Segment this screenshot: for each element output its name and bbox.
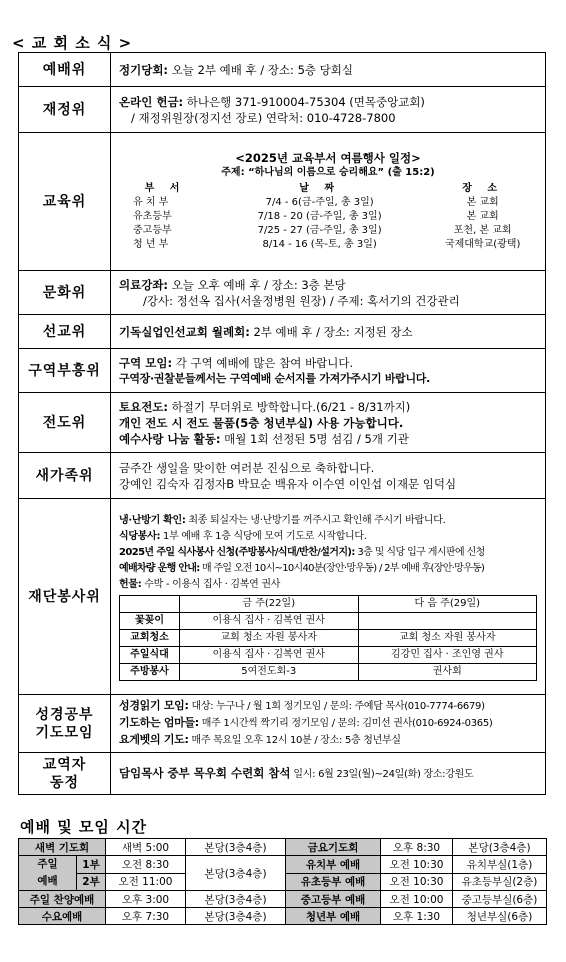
body-text: 매월 1회 선정된 5명 섬김 / 5개 기관 <box>220 431 409 446</box>
news-content <box>111 499 546 695</box>
worship-place: 본당(3층4층) <box>186 891 286 908</box>
news-content <box>111 133 546 271</box>
news-section-title: < 교 회 소 식 > <box>12 34 133 52</box>
news-row-family <box>19 453 546 499</box>
worship-place: 본당(3층4층) <box>453 839 547 856</box>
schedule-row <box>119 210 537 224</box>
news-row-worship <box>19 53 546 87</box>
worship-row <box>19 908 547 925</box>
duty-cell: 김강민 집사 · 조인영 권사 <box>358 646 537 663</box>
schedule-row <box>119 224 537 238</box>
worship-label: 유초등부 예배 <box>286 873 381 891</box>
duty-cell: 이용식 집사 · 김복연 권사 <box>180 612 359 629</box>
body-text: 하나은행 371-910004-75304 (면목중앙교회) <box>183 94 425 109</box>
body-text: 금주간 생일을 맞이한 여러분 진심으로 축하합니다. <box>119 460 375 475</box>
worship-place: 본당(3층4층) <box>186 908 286 925</box>
cell: 8/14 - 16 (목-토, 총 3일) <box>262 239 377 250</box>
worship-label: 주일 예배 <box>19 856 77 891</box>
news-content <box>111 87 546 133</box>
duty-cell: 5여전도회-3 <box>180 663 359 680</box>
body-text: 각 구역 예배에 많은 참여 바랍니다. <box>172 355 354 370</box>
body-text: 2부 예배 후 / 장소: 지정된 장소 <box>249 324 413 339</box>
worship-row <box>19 839 547 856</box>
worship-time: 오전 8:30 <box>106 856 186 874</box>
duty-label: 주일식대 <box>120 646 180 663</box>
schedule-row <box>119 196 537 210</box>
lead-text: 의료강좌: <box>119 277 169 292</box>
worship-label: 새벽 기도회 <box>19 839 106 856</box>
dept-label: 교역자 동정 <box>19 753 111 795</box>
cell: 청 년 부 <box>133 239 169 250</box>
worship-time: 오전 10:30 <box>381 873 453 891</box>
news-row-bible <box>19 695 546 753</box>
cell: 유 치 부 <box>133 197 169 208</box>
lead-text: 냉·난방기 확인: <box>119 514 186 526</box>
dept-label: 예배위 <box>19 53 111 87</box>
worship-time: 오전 11:00 <box>106 873 186 891</box>
church-news-table <box>18 52 546 795</box>
lead-text: 담임목사 중부 목우회 수련회 참석 <box>119 765 291 780</box>
worship-place: 본당(3층4층) <box>186 839 286 856</box>
body-text: 매주 목요일 오후 12시 10분 / 장소: 5층 청년부실 <box>188 735 401 746</box>
body-text: / 재정위원장(정지선 장로) 연락처: 010-4728-7800 <box>131 110 396 125</box>
schedule-theme: 주제: “하나님의 이름으로 승리해요” (출 15:2) <box>221 167 435 178</box>
cell: 7/18 - 20 (금-주일, 총 3일) <box>257 211 382 222</box>
worship-times-table <box>18 838 547 925</box>
duty-header-next-week: 다 음 주(29일) <box>358 595 537 612</box>
duty-label: 교회청소 <box>120 629 180 646</box>
cell: 포천, 본 교회 <box>453 225 512 236</box>
news-row-culture <box>19 271 546 315</box>
duty-row <box>120 663 537 680</box>
body-text: 최종 퇴실자는 냉·난방기를 꺼주시고 확인해 주시기 바랍니다. <box>185 514 446 526</box>
duty-row <box>120 646 537 663</box>
schedule-heading: <2025년 교육부서 여름행사 일정> <box>235 151 421 165</box>
news-content <box>111 315 546 349</box>
lead-text: 정기당회: <box>119 62 169 77</box>
news-row-district <box>19 349 546 393</box>
duty-cell: 교회 청소 자원 봉사자 <box>358 629 537 646</box>
worship-place: 청년부실(6층) <box>453 908 547 925</box>
worship-section-title: 예배 및 모임 시간 <box>20 818 148 836</box>
duty-cell: 이용식 집사 · 김복연 권사 <box>180 646 359 663</box>
worship-label: 주일 찬양예배 <box>19 891 106 908</box>
lead-text: 예수사랑 나눔 활동: <box>119 431 221 446</box>
worship-time: 오후 1:30 <box>381 908 453 925</box>
cell: 본 교회 <box>466 197 499 208</box>
cell: 국제대학교(광택) <box>444 239 521 250</box>
news-row-education <box>19 133 546 271</box>
lead-text: 기독실업인선교회 월례회: <box>119 324 250 339</box>
dept-label: 재정위 <box>19 87 111 133</box>
dept-label: 재단봉사위 <box>19 499 111 695</box>
schedule-row <box>119 238 537 252</box>
news-content <box>111 53 546 87</box>
duty-label: 꽃꽂이 <box>120 612 180 629</box>
schedule-table <box>119 182 537 252</box>
cell: 유초등부 <box>133 211 172 222</box>
lead-text: 헌물: <box>119 578 142 590</box>
body-text: 하절기 무더위로 방학합니다.(6/21 - 8/31까지) <box>168 399 411 414</box>
duty-header-this-week: 금 주(22일) <box>180 595 359 612</box>
dept-label: 새가족위 <box>19 453 111 499</box>
worship-row <box>19 891 547 908</box>
news-content <box>111 271 546 315</box>
dept-label: 문화위 <box>19 271 111 315</box>
lead-text: 구역 모임: <box>119 355 173 370</box>
news-content <box>111 393 546 453</box>
duty-cell: 권사회 <box>358 663 537 680</box>
body-text: 1부 예배 후 1층 식당에 모여 기도로 시작합니다. <box>160 530 367 542</box>
birthday-names: 강예인 김숙자 김정자B 박묘순 백유자 이수연 이인섭 이재문 임덕심 <box>119 476 457 491</box>
cell: 중고등부 <box>133 225 172 236</box>
lead-text: 토요전도: <box>119 399 169 414</box>
body-text: 오늘 오후 예배 후 / 장소: 3층 본당 <box>168 277 346 292</box>
worship-place: 유초등부실(2층) <box>453 873 547 891</box>
dept-label: 구역부흥위 <box>19 349 111 393</box>
body-text: /강사: 정선옥 집사(서울정병원 원장) / 주제: 혹서기의 건강관리 <box>143 293 460 308</box>
body-text: 수박 - 이용식 집사 · 김복연 권사 <box>141 578 281 590</box>
worship-time: 오후 8:30 <box>381 839 453 856</box>
duty-label: 주방봉사 <box>120 663 180 680</box>
worship-time: 오전 10:00 <box>381 891 453 908</box>
duty-row <box>120 612 537 629</box>
worship-time: 오전 10:30 <box>381 856 453 874</box>
lead-text: 기도하는 엄마들: <box>119 716 199 729</box>
lead-text: 성경읽기 모임: <box>119 699 189 712</box>
news-content <box>111 349 546 393</box>
duty-corner <box>120 595 180 612</box>
cell: 7/25 - 27 (금-주일, 총 3일) <box>257 225 382 236</box>
news-row-evangelism <box>19 393 546 453</box>
worship-label: 중고등부 예배 <box>286 891 381 908</box>
body-text: 일시: 6월 23일(월)~24일(화) 장소:강원도 <box>290 768 474 780</box>
dept-label: 교육위 <box>19 133 111 271</box>
duty-cell: 교회 청소 자원 봉사자 <box>180 629 359 646</box>
body-text: 매주 1시간씩 짝기리 정기모임 / 문의: 김미선 권사(010-6924-0365) <box>198 718 493 729</box>
worship-time: 오후 7:30 <box>106 908 186 925</box>
body-text: 3층 및 식당 입구 게시판에 신청 <box>354 546 485 558</box>
worship-time: 오후 3:00 <box>106 891 186 908</box>
lead-text: 요게벳의 기도: <box>119 733 189 746</box>
worship-time: 새벽 5:00 <box>106 839 186 856</box>
duty-cell <box>358 612 537 629</box>
worship-row <box>19 856 547 874</box>
body-text: 오늘 2부 예배 후 / 장소: 5층 당회실 <box>168 62 353 77</box>
dept-label: 성경공부 기도모임 <box>19 695 111 753</box>
duty-row <box>120 629 537 646</box>
body-text: 개인 전도 시 전도 물품(5층 청년부실) 사용 가능합니다. <box>119 415 404 430</box>
worship-label: 금요기도회 <box>286 839 381 856</box>
news-content <box>111 695 546 753</box>
lead-text: 식당봉사: <box>119 530 161 542</box>
body-text: 구역장·권찰분들께서는 구역예배 순서지를 가져가주시기 바랍니다. <box>119 371 431 385</box>
news-row-mission <box>19 315 546 349</box>
body-text: 매 주일 오전 10시~10시40분(장안·망우동) / 2부 예배 후(장안·망우동) <box>199 562 485 574</box>
dept-label: 선교위 <box>19 315 111 349</box>
worship-place: 중고등부실(6층) <box>453 891 547 908</box>
worship-label: 수요예배 <box>19 908 106 925</box>
cell: 본 교회 <box>466 211 499 222</box>
worship-place: 본당(3층4층) <box>186 856 286 891</box>
lead-text: 온라인 헌금: <box>119 94 184 109</box>
worship-label: 유치부 예배 <box>286 856 381 874</box>
worship-sublabel: 2부 <box>77 873 106 891</box>
cell: 7/4 - 6(금-주일, 총 3일) <box>265 197 374 208</box>
lead-text: 예배차량 운행 안내: <box>119 562 200 574</box>
news-content <box>111 753 546 795</box>
col-header: 날 짜 <box>299 183 341 194</box>
col-header: 장 소 <box>462 183 504 194</box>
news-row-service <box>19 499 546 695</box>
col-header: 부 서 <box>144 183 186 194</box>
dept-label: 전도위 <box>19 393 111 453</box>
lead-text: 2025년 주일 식사봉사 신청(주방봉사/식대/반찬/설거지): <box>119 546 355 558</box>
worship-sublabel: 1부 <box>77 856 106 874</box>
news-content <box>111 453 546 499</box>
duty-table <box>119 595 537 681</box>
news-row-finance <box>19 87 546 133</box>
worship-place: 유치부실(1층) <box>453 856 547 874</box>
body-text: 대상: 누구나 / 월 1회 정기모임 / 문의: 주예담 목사(010-7774-6679) <box>188 701 485 712</box>
worship-label: 청년부 예배 <box>286 908 381 925</box>
news-row-pastor <box>19 753 546 795</box>
